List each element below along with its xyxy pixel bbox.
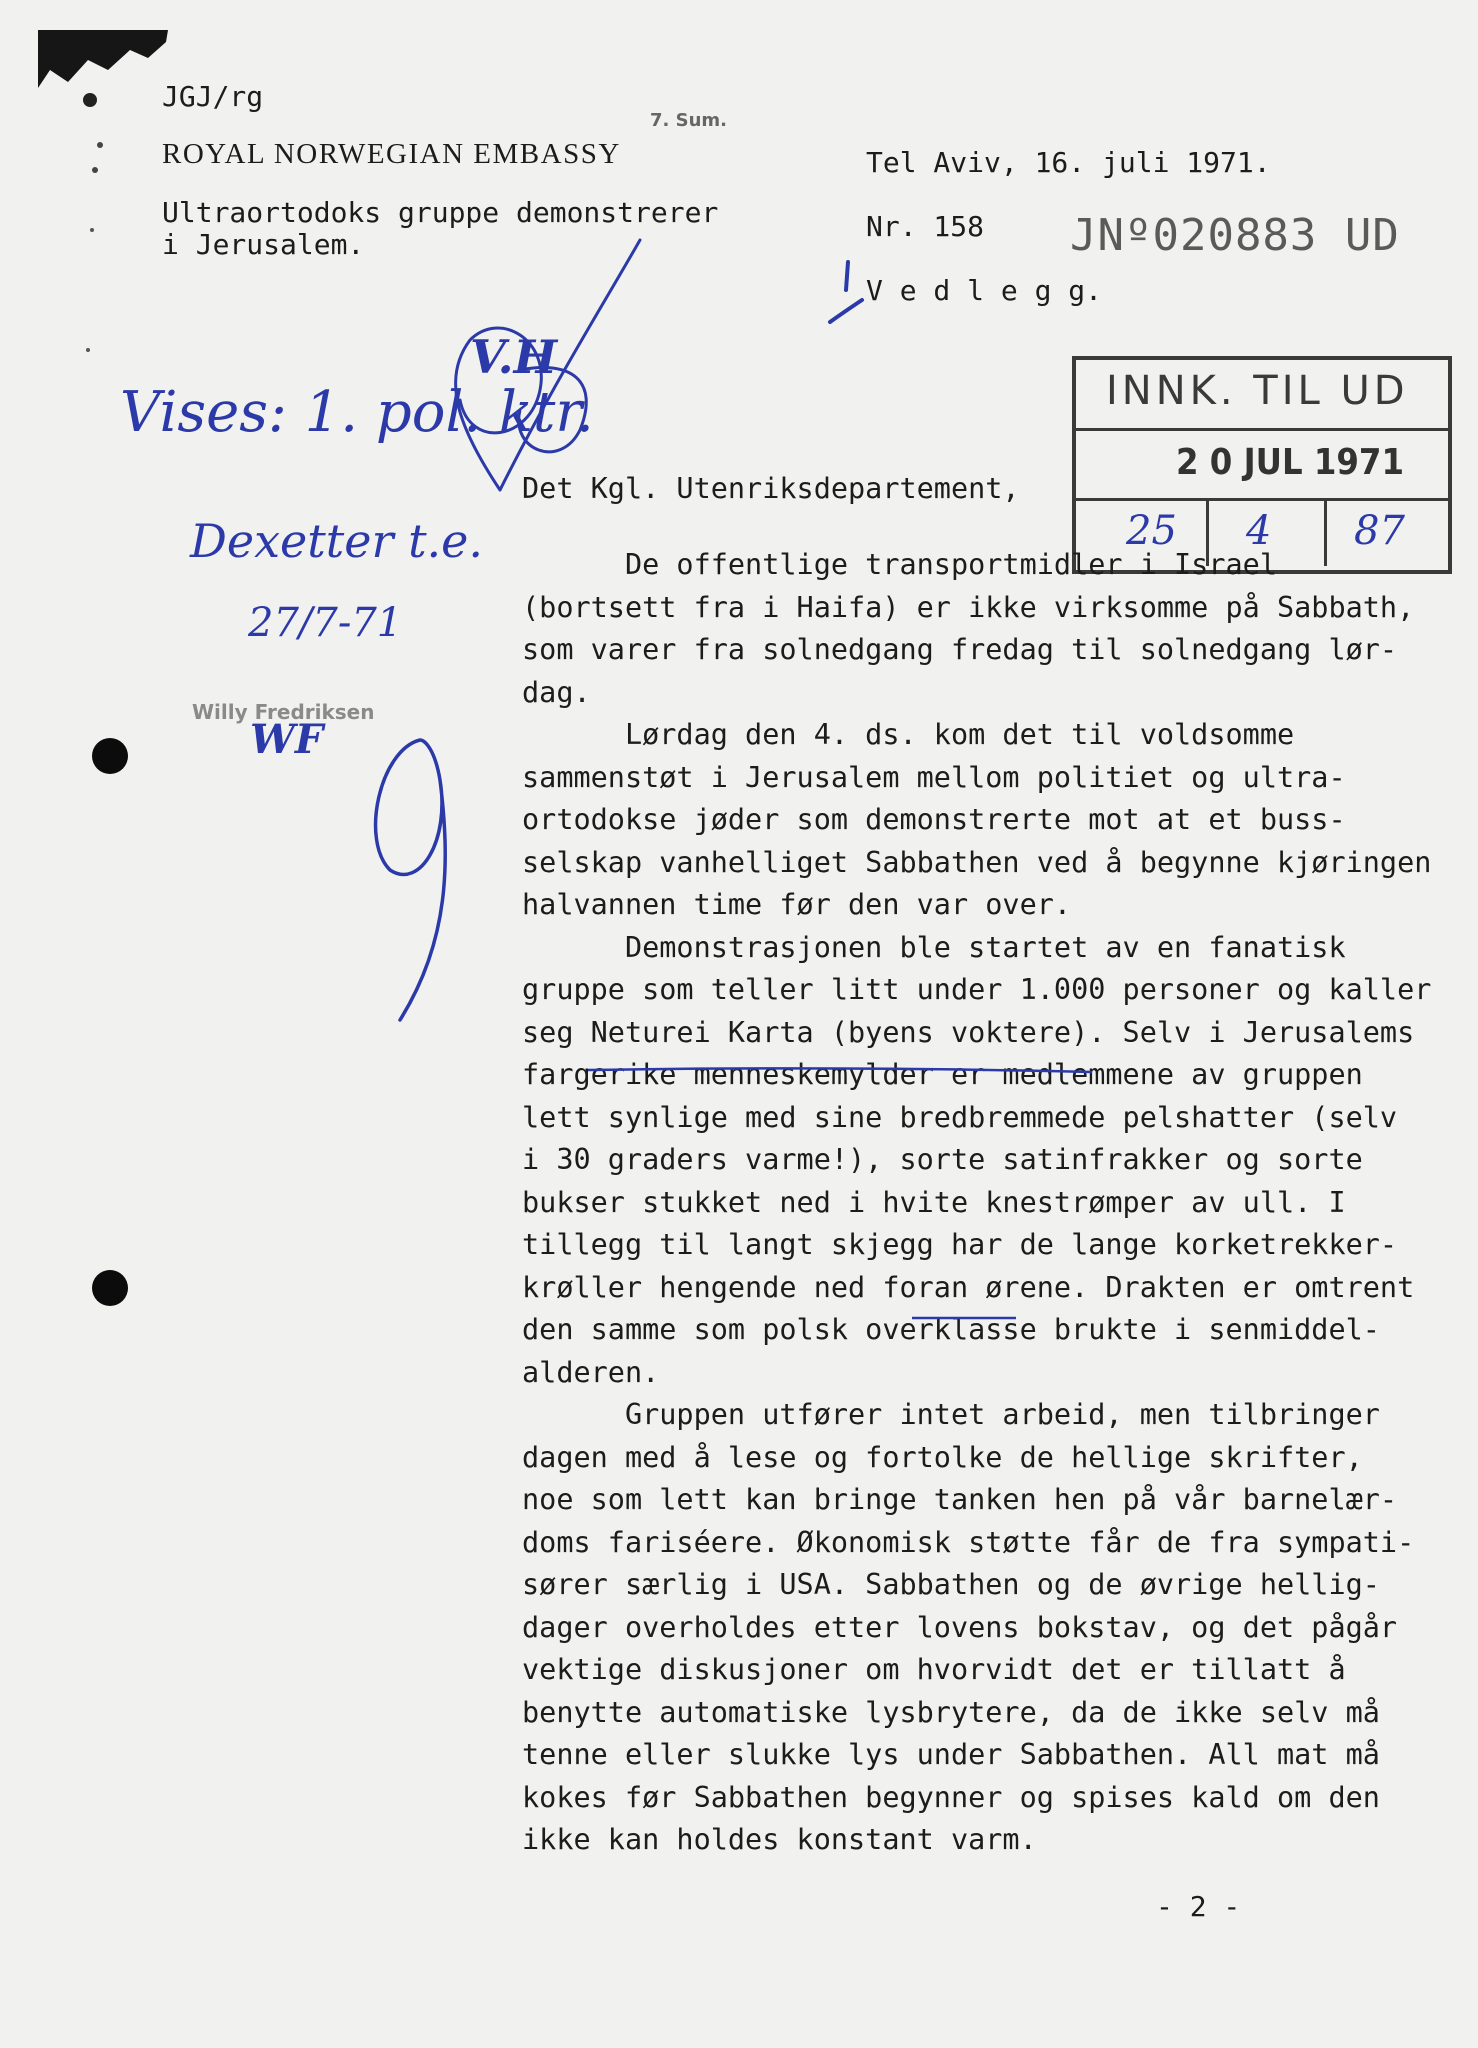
body-line: Lørdag den 4. ds. kom det til voldsomme xyxy=(522,718,1295,751)
signature-scribble xyxy=(400,230,660,510)
page-marker: - 2 - xyxy=(1156,1890,1241,1923)
body-line: dager overholdes etter lovens bokstav, og det pågår xyxy=(522,1610,1398,1644)
inbox-stamp-title-row xyxy=(1076,360,1448,431)
checkmark-icon xyxy=(826,260,866,330)
handwritten-initials: V.H xyxy=(470,330,558,384)
body-line: tenne eller slukke lys under Sabbathen. All mat må xyxy=(522,1738,1380,1771)
addressee: Det Kgl. Utenriksdepartement, xyxy=(522,472,1020,505)
body-line: sammenstøt i Jerusalem mellom politiet og ultra- xyxy=(522,760,1346,794)
handwritten-followup-note: Dexetter t.e. xyxy=(190,514,484,568)
body-line: dagen med å lese og fortolke de hellige skrifter, xyxy=(522,1440,1363,1474)
body-line: vektige diskusjoner om hvorvidt det er tillatt å xyxy=(522,1653,1346,1686)
body-line: ikke kan holdes konstant varm. xyxy=(522,1823,1037,1856)
body-line: Gruppen utfører intet arbeid, men tilbringer xyxy=(522,1398,1380,1431)
handwritten-routing-note: Vises: 1. pol. ktr. xyxy=(120,380,594,445)
body-line: noe som lett kan bringe tanken hen på vår barnelær- xyxy=(522,1483,1398,1516)
punch-hole-top xyxy=(92,738,128,774)
body-line: dag. xyxy=(522,675,591,709)
large-handwritten-mark xyxy=(340,720,490,1040)
subject-line-2: i Jerusalem. xyxy=(162,228,365,261)
body-line: lett synlige med sine bredbremmede pelshatter (selv xyxy=(522,1100,1398,1134)
body-line: i 30 graders varme!), sorte satinfrakker og sorte xyxy=(522,1143,1363,1176)
body-line: bukser stukket ned i hvite knestrømper av ull. I xyxy=(522,1185,1346,1219)
punch-hole-bottom xyxy=(92,1270,128,1306)
subject-line-1: Ultraortodoks gruppe demonstrerer xyxy=(162,196,719,229)
stamp-cell-3-value: 87 xyxy=(1354,508,1405,554)
journal-number-stamp: JNº020883 UD xyxy=(1070,210,1400,261)
body-line: kokes før Sabbathen begynner og spises kald om den xyxy=(522,1780,1380,1814)
inbox-stamp-date: 2 0 JUL 1971 xyxy=(1176,442,1404,483)
reference-initials: JGJ/rg xyxy=(162,80,264,113)
body-line: (bortsett fra i Haifa) er ikke virksomme på Sabbath, xyxy=(522,590,1415,624)
embassy-name: ROYAL NORWEGIAN EMBASSY xyxy=(162,138,621,170)
body-line: tillegg til langt skjegg har de lange korketrekker- xyxy=(522,1228,1398,1261)
letter-number: Nr. 158 xyxy=(866,210,985,243)
body-line: halvannen time før den var over. xyxy=(522,888,1072,921)
body-line: De offentlige transportmidler i Israel xyxy=(522,548,1277,581)
body-line: fargerike menneskemylder er medlemmene av gruppen xyxy=(522,1058,1363,1091)
edge-specks xyxy=(70,80,110,380)
stamp-cell-2-value: 4 xyxy=(1246,508,1272,554)
body-line: krøller hengende ned foran ørene. Drakten er omtrent xyxy=(522,1270,1415,1304)
body-line: som varer fra solnedgang fredag til solnedgang lør- xyxy=(522,633,1398,666)
body-line: alderen. xyxy=(522,1355,660,1389)
body-line: Demonstrasjonen ble startet av en fanatisk xyxy=(522,930,1346,964)
stamp-cell-1-value: 25 xyxy=(1126,508,1177,554)
handwritten-date-note: 27/7-71 xyxy=(248,600,403,646)
body-line: benytte automatiske lysbrytere, da de ikke selv må xyxy=(522,1695,1380,1729)
body-line: selskap vanhelliget Sabbathen ved å begynne kjøringen xyxy=(522,845,1432,879)
body-line: den samme som polsk overklasse brukte i senmiddel- xyxy=(522,1313,1380,1346)
inbox-stamp-title: INNK. TIL UD xyxy=(1106,368,1409,414)
underline-neturei-karta xyxy=(586,1064,1096,1076)
stamp-cell-3 xyxy=(1324,500,1444,566)
stamp-initials: WF xyxy=(250,716,324,763)
underline-foran xyxy=(910,1312,1020,1324)
inbox-stamp xyxy=(1072,356,1452,574)
name-stamp: Willy Fredriksen xyxy=(192,700,375,724)
attachment-label: V e d l e g g. xyxy=(866,274,1103,307)
body-line: sører særlig i USA. Sabbathen og de øvrige hellig- xyxy=(522,1568,1380,1601)
place-date: Tel Aviv, 16. juli 1971. xyxy=(866,146,1271,179)
top-mark: 7. Sum. xyxy=(650,110,728,131)
body-line: doms fariséere. Økonomisk støtte får de fra sympati- xyxy=(522,1525,1415,1559)
body-line: gruppe som teller litt under 1.000 personer og kaller xyxy=(522,973,1432,1006)
body-line: ortodokse jøder som demonstrerte mot at et buss- xyxy=(522,803,1346,836)
inbox-stamp-date-row xyxy=(1076,430,1448,501)
body-line: seg Neturei Karta (byens voktere). Selv i Jerusalems xyxy=(522,1015,1415,1049)
